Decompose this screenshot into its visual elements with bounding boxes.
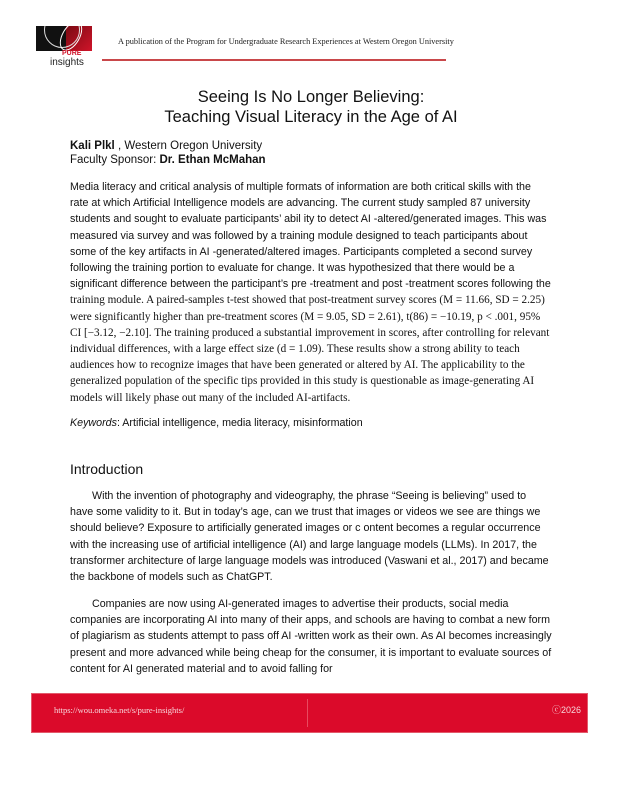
introduction-paragraph: With the invention of photography and videography, the phrase “Seeing is believing” used to have some validity to it. But in today’s age, can we trust that images or videos we see are things we should believe? Exposure to artificially generated images or c ontent becomes a regular occurrence with the increasing use of artificial intelligence (AI) and large language models (LLMs). In 2017, the transformer architecture of large language models was introduced (Vaswani et al., 2017) and became the backbone of models such as ChatGPT. [70,489,549,584]
title-line-1: Seeing Is No Longer Believing: [197,88,425,106]
footer-bar [31,693,588,733]
footer-url-link[interactable]: https://wou.omeka.net/s/pure-insights/ [54,705,185,716]
logo-word-insights: insights [50,57,84,68]
abstract [70,179,552,406]
footer-copyright: ⓒ2026 [551,705,581,716]
title-line-2: Teaching Visual Literacy in the Age of AI [164,108,458,126]
page-content [0,78,618,677]
sponsor-label: Faculty Sponsor: [70,154,160,166]
author-block [70,139,552,167]
abstract-statistics-text: training module. A paired-samples t-test showed that post-treatment survey scores (M = 11.66, SD = 2.25) were significantly higher than pre-treatment scores (M = 9.05, SD = 2.61), t(86) = −10.19, p < .001, 95% CI [−3.12, −2.10]. The training produced a substantial improvement in scores, after controlling for relevant individual differences, with a large effect size (d = 1.09). These results show a strong ability to teach audiences how to recognize images that have been generated or altered by AI. The applicability to the generalized population of the specific tips provided in this study is questionable as image-generating AI models will likely phase out many of the included AI-artifacts. [70,294,550,404]
pure-insights-logo [36,26,94,70]
paper-title [0,87,618,127]
keywords-values: : Artificial intelligence, media literacy, misinformation [116,416,363,429]
logo-word-pure: PURE [62,50,82,57]
introduction-paragraph: Companies are now using AI-generated images to advertise their products, social media companies are incorporating AI into many of their apps, and schools are having to combat a new form of plagiarism as students attempt to pass off AI -written work as their own. As AI becomes increasingly present and more advanced while being cheap for the consumer, it is important to evaluate sources of content for AI generated material and to avoid falling for [70,597,552,675]
keywords-label: Keywords [70,416,117,429]
header-divider [102,59,446,61]
publication-line: A publication of the Program for Undergraduate Research Experiences at Western Oregon University [118,37,454,46]
author-affiliation: , Western Oregon University [114,140,263,152]
introduction-heading: Introduction [70,460,144,477]
footer-divider [307,699,308,727]
author-name: Kali Plkl [70,140,115,152]
keywords [70,416,552,430]
abstract-text: Media literacy and critical analysis of multiple formats of information are both critical skills with the rate at which Artificial Intelligence models are advancing. The current study sampled 87 university students and sought to evaluate participants’ abil ity to detect AI -altered/generated images. This was measured via survey and was followed by a training module designed to teach participants about some of the key artifacts in AI -generated/altered images. Participants completed a second survey following the training portion to evaluate for change. It was hypothesized that there would be a significant difference between the participant’s pre -treatment and post -treatment scores following the [70,181,551,291]
logo-graphic-icon [36,26,92,51]
sponsor-name: Dr. Ethan McMahan [159,154,266,166]
page-header [0,0,618,78]
